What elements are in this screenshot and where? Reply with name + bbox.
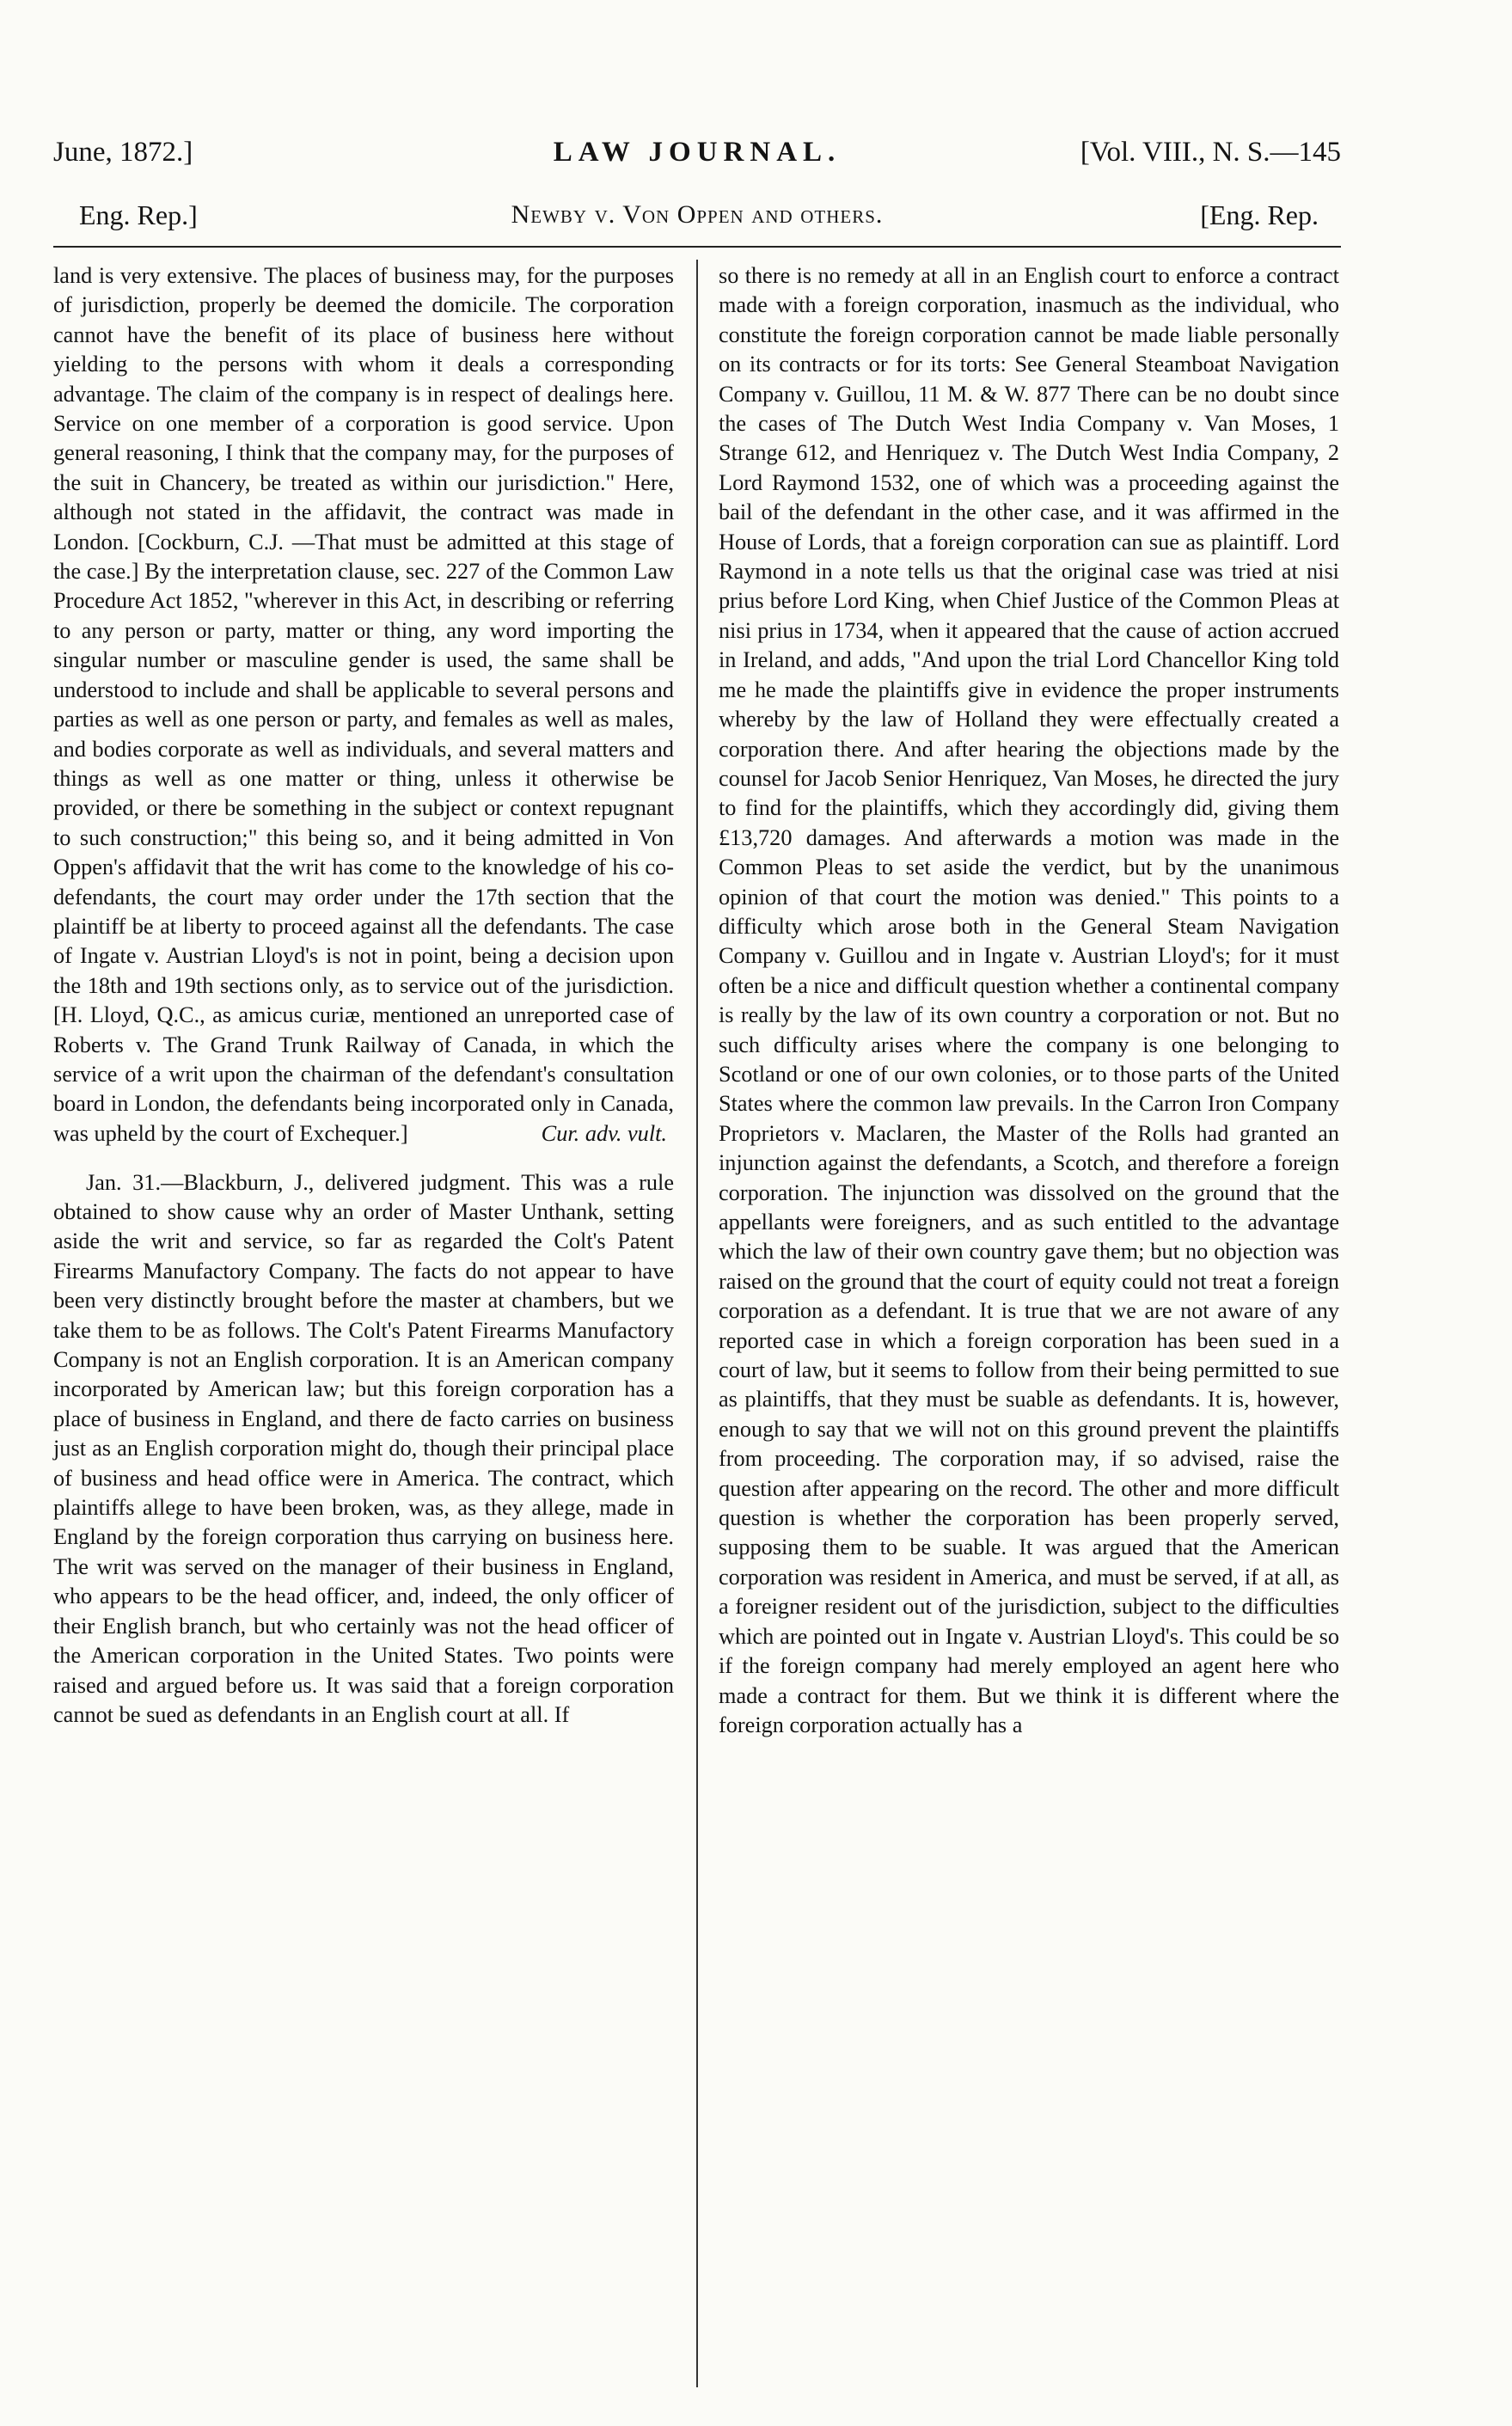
case-head xyxy=(53,194,1341,236)
report-series-right: [Eng. Rep. xyxy=(1200,199,1319,230)
journal-title: LAW JOURNAL. xyxy=(553,137,842,168)
column-divider xyxy=(696,260,698,2387)
right-column xyxy=(719,261,1339,1740)
judgment-continuation-paragraph: so there is no remedy at all in an English court to enforce a contract made with a foreign corporation, inasmuch as the individual, who constitute the foreign corporation cannot be made liable personally on its contracts or for its torts: See General Steamboat Navigation Company v. Guillou, 11 M. & W. 877 There can be no doubt since the cases of The Dutch West India Company v. Van Moses, 1 Strange 612, and Henriquez v. The Dutch West India Company, 2 Lord Raymond 1532, one of which was a proceeding against the bail of the defendant in the other case, and it was affirmed in the House of Lords, that a foreign corporation can sue as plaintiff. Lord Raymond in a note tells us that the original case was tried at nisi prius before Lord King, when Chief Justice of the Common Pleas at nisi prius in 1734, when it appeared that the cause of action accrued in Ireland, and adds, "And upon the trial Lord Chancellor King told me he made the plaintiffs give in evidence the proper instruments whereby by the law of Holland they were effectually created a corporation there. And after hearing the objections made by the counsel for Jacob Senior Henriquez, Van Moses, he directed the jury to find for the plaintiffs, which they accordingly did, giving them £13,720 damages. And afterwards a motion was made in the Common Pleas to set aside the verdict, but by the unanimous opinion of that court the motion was denied." This points to a difficulty which arose both in the General Steam Navigation Company v. Guillou and in Ingate v. Austrian Lloyd's; for it must often be a nice and difficult question whether a continental company is really by the law of its own country a corporation or not. But no such difficulty arises where the company is one belonging to Scotland or one of our own colonies, or to those parts of the United States where the common law prevails. In the Carron Iron Company Proprietors v. Maclaren, the Master of the Rolls had granted an injunction against the defendants, a Scotch, and therefore a foreign corporation. The injunction was dissolved on the ground that the appellants were foreigners, and as such entitled to the advantage which the law of their own country gave them; but no objection was raised on the ground that the court of equity could not treat a foreign corporation as a defendant. It is true that we are not aware of any reported case in which a foreign corporation has been sued in a court of law, but it seems to follow from their being permitted to sue as plaintiffs, that they must be suable as defendants. It is, however, enough to say that we will not on this ground prevent the plaintiffs from proceeding. The corporation may, if so advised, raise the question after appearing on the record. The other and more difficult question is whether the corporation has been properly served, supposing them to be suable. It was argued that the American corporation was resident in America, and must be served, if at all, as a foreigner resident out of the jurisdiction, subject to the difficulties which are pointed out in Ingate v. Austrian Lloyd's. This could be so if the foreign company had merely employed an agent here who made a contract for them. But we think it is different where the foreign corporation actually has a xyxy=(719,263,1339,1737)
cur-adv-vult: Cur. adv. vult. xyxy=(541,1121,667,1147)
report-series-left: Eng. Rep.] xyxy=(79,199,198,230)
counsel-argument-paragraph: land is very extensive. The places of business may, for the purposes of jurisdiction, properly be deemed the domicile. The corporation cannot have the benefit of its place of business here without yielding to the persons with whom it deals a corresponding advantage. The claim of the company is in respect of dealings here. Service on one member of a corporation is good service. Upon general reasoning, I think that the company may, for the purposes of the suit in Chancery, be treated as within our jurisdiction." Here, although not stated in the affidavit, the contract was made in London. [Cockburn, C.J. —That must be admitted at this stage of the case.] By the interpretation clause, sec. 227 of the Common Law Procedure Act 1852, "wherever in this Act, in describing or referring to any person or party, matter or thing, any word importing the singular number or masculine gender is used, the same shall be understood to include and shall be applicable to several persons and parties as well as one person or party, and females as well as males, and bodies corporate as well as individuals, and several matters and things as well as one matter or thing, unless it otherwise be provided, or there be something in the subject or context repugnant to such construction;" this being so, and it being admitted in Von Oppen's affidavit that the writ has come to the knowledge of his co-defendants, the court may order under the 17th section that the plaintiff be at liberty to proceed against all the defendants. The case of Ingate v. Austrian Lloyd's is not in point, being a decision upon the 18th and 19th sections only, as to service out of the jurisdiction. [H. Lloyd, Q.C., as amicus curiæ, mentioned an unreported case of Roberts v. The Grand Trunk Railway of Canada, in which the service of a writ upon the chairman of the defendant's consultation board in London, the defendants being incorporated only in Canada, was upheld by the court of Exchequer.] xyxy=(53,263,674,1146)
journal-page xyxy=(53,112,1341,2398)
judgment-paragraph: Jan. 31.—Blackburn, J., delivered judgment. This was a rule obtained to show cause why an order of Master Unthank, setting aside the writ and service, so far as regarded the Colt's Patent Firearms Manufactory Company. The facts do not appear to have been very distinctly brought before the master at chambers, but we take them to be as follows. The Colt's Patent Firearms Manufactory Company is not an English corporation. It is an American company incorporated by American law; but this foreign corporation has a place of business in England, and there de facto carries on business just as an English corporation might do, though their principal place of business and head office were in America. The contract, which plaintiffs allege to have been broken, was, as they allege, made in England by the foreign corporation thus carrying on business here. The writ was served on the manager of their business in England, who appears to be the head officer, and, indeed, the only officer of their English branch, but who certainly was not the head officer of the American corporation in the United States. Two points were raised and argued before us. It was said that a foreign corporation cannot be sued as defendants in an English court at all. If xyxy=(53,1169,674,1727)
issue-date: June, 1872.] xyxy=(53,137,193,168)
case-title: Newby v. Von Oppen and others. xyxy=(511,200,884,229)
volume-page: [Vol. VIII., N. S.—145 xyxy=(1080,137,1341,168)
header-rule xyxy=(53,246,1341,248)
left-column xyxy=(53,261,674,1730)
running-head xyxy=(53,131,1341,174)
